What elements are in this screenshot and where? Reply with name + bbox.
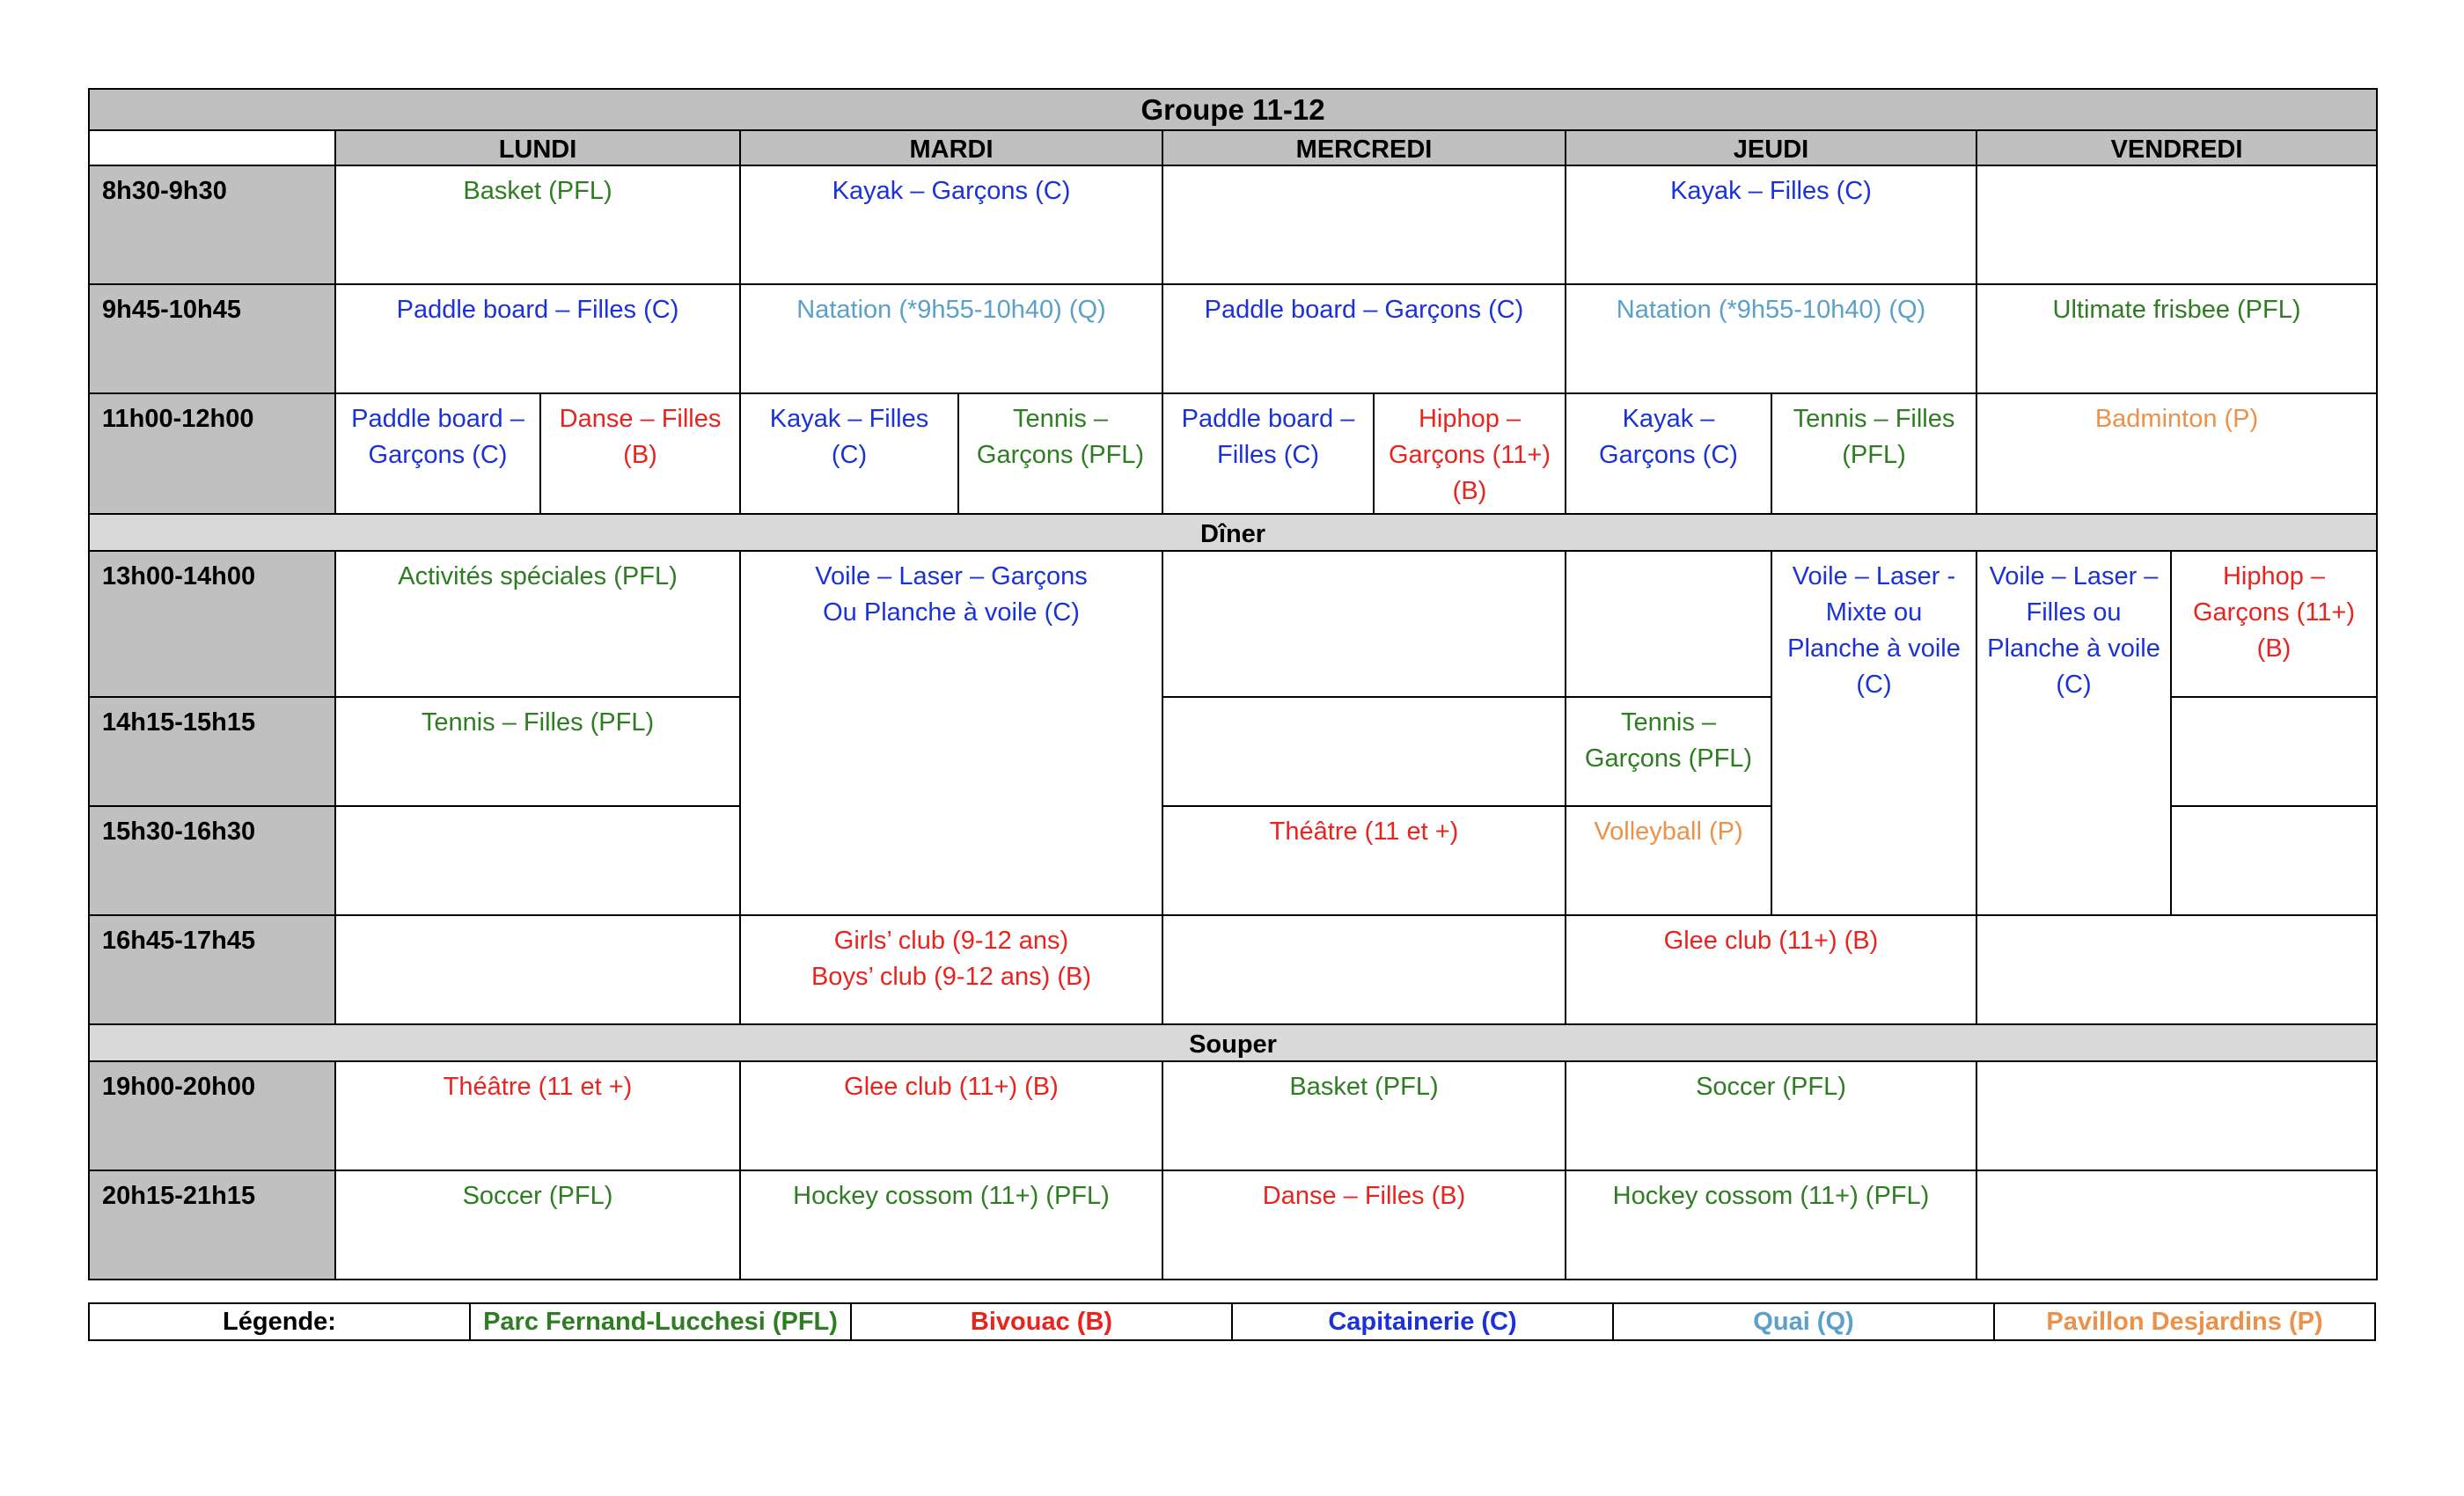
activity-cell: Paddle board – Filles (C) [335, 284, 740, 393]
empty-cell [335, 915, 740, 1024]
activity-line: Boys’ club (9-12 ans) (B) [810, 963, 1092, 991]
time-slot: 15h30-16h30 [89, 806, 335, 915]
activity-cell: Hockey cossom (11+) (PFL) [1566, 1170, 1976, 1280]
activity-cell-sailing [740, 551, 1162, 915]
legend-item-quai: Quai (Q) [1613, 1303, 1994, 1340]
activity-cell: Badminton (P) [1976, 393, 2377, 514]
activity-cell: Tennis – Filles (PFL) [335, 697, 740, 806]
day-header-jeudi: JEUDI [1566, 130, 1976, 165]
legend-item-bivouac: Bivouac (B) [851, 1303, 1232, 1340]
activity-cell: Paddle board – Garçons (C) [1162, 284, 1566, 393]
activity-cell: Activités spéciales (PFL) [335, 551, 740, 697]
activity-cell: Kayak – Garçons (C) [740, 165, 1162, 284]
activity-line: Girls’ club (9-12 ans) [833, 927, 1069, 955]
day-header-lundi: LUNDI [335, 130, 740, 165]
activity-line: Voile – Laser – Garçons [815, 562, 1088, 590]
activity-cell: Tennis – Garçons (PFL) [1566, 697, 1771, 806]
schedule-table [88, 88, 2378, 1280]
time-slot: 9h45-10h45 [89, 284, 335, 393]
legend-item-pfl: Parc Fernand-Lucchesi (PFL) [470, 1303, 851, 1340]
activity-cell: Hiphop – Garçons (11+) (B) [2171, 551, 2377, 697]
empty-cell [1162, 551, 1566, 697]
activity-cell: Glee club (11+) (B) [740, 1061, 1162, 1170]
activity-cell: Danse – Filles (B) [1162, 1170, 1566, 1280]
empty-cell [1162, 915, 1566, 1024]
day-header-vendredi: VENDREDI [1976, 130, 2377, 165]
lunch-break-row: Dîner [89, 514, 2377, 551]
empty-cell [1976, 165, 2377, 284]
activity-cell: Kayak – Garçons (C) [1566, 393, 1771, 514]
activity-cell: Tennis – Garçons (PFL) [958, 393, 1162, 514]
activity-cell: Tennis – Filles (PFL) [1771, 393, 1976, 514]
activity-cell: Hockey cossom (11+) (PFL) [740, 1170, 1162, 1280]
time-slot: 14h15-15h15 [89, 697, 335, 806]
activity-cell: Basket (PFL) [1162, 1061, 1566, 1170]
activity-cell: Ultimate frisbee (PFL) [1976, 284, 2377, 393]
activity-cell: Kayak – Filles (C) [1566, 165, 1976, 284]
activity-cell: Natation (*9h55-10h40) (Q) [740, 284, 1162, 393]
legend-item-pavillon: Pavillon Desjardins (P) [1994, 1303, 2375, 1340]
activity-cell: Voile – Laser - Mixte ou Planche à voile (C) [1771, 551, 1976, 915]
activity-cell: Soccer (PFL) [335, 1170, 740, 1280]
legend-label: Légende: [89, 1303, 470, 1340]
empty-cell [2171, 697, 2377, 806]
day-header-mercredi: MERCREDI [1162, 130, 1566, 165]
day-header-mardi: MARDI [740, 130, 1162, 165]
activity-cell: Basket (PFL) [335, 165, 740, 284]
empty-cell [1976, 1170, 2377, 1280]
schedule-title: Groupe 11-12 [89, 89, 2377, 130]
empty-cell [2171, 806, 2377, 915]
legend-table [88, 1302, 2376, 1341]
activity-cell: Théâtre (11 et +) [335, 1061, 740, 1170]
activity-cell: Paddle board – Garçons (C) [335, 393, 540, 514]
empty-cell [335, 806, 740, 915]
time-slot: 13h00-14h00 [89, 551, 335, 697]
activity-cell: Glee club (11+) (B) [1566, 915, 1976, 1024]
activity-cell: Paddle board – Filles (C) [1162, 393, 1374, 514]
activity-cell: Soccer (PFL) [1566, 1061, 1976, 1170]
empty-cell [1976, 1061, 2377, 1170]
activity-cell: Théâtre (11 et +) [1162, 806, 1566, 915]
time-slot: 11h00-12h00 [89, 393, 335, 514]
activity-cell: Kayak – Filles (C) [740, 393, 958, 514]
empty-cell [1566, 551, 1771, 697]
empty-cell [1976, 915, 2377, 1024]
time-slot: 8h30-9h30 [89, 165, 335, 284]
time-slot: 16h45-17h45 [89, 915, 335, 1024]
empty-cell [1162, 165, 1566, 284]
supper-break-row: Souper [89, 1024, 2377, 1061]
legend-item-capitainerie: Capitainerie (C) [1232, 1303, 1613, 1340]
time-slot: 20h15-21h15 [89, 1170, 335, 1280]
empty-cell [1162, 697, 1566, 806]
activity-cell: Volleyball (P) [1566, 806, 1771, 915]
activity-cell: Natation (*9h55-10h40) (Q) [1566, 284, 1976, 393]
header-corner [89, 130, 335, 165]
activity-cell: Danse – Filles (B) [540, 393, 740, 514]
time-slot: 19h00-20h00 [89, 1061, 335, 1170]
activity-cell-clubs [740, 915, 1162, 1024]
activity-cell: Hiphop – Garçons (11+) (B) [1374, 393, 1566, 514]
activity-line: Ou Planche à voile (C) [823, 598, 1080, 627]
activity-cell: Voile – Laser – Filles ou Planche à voile (C) [1976, 551, 2171, 915]
